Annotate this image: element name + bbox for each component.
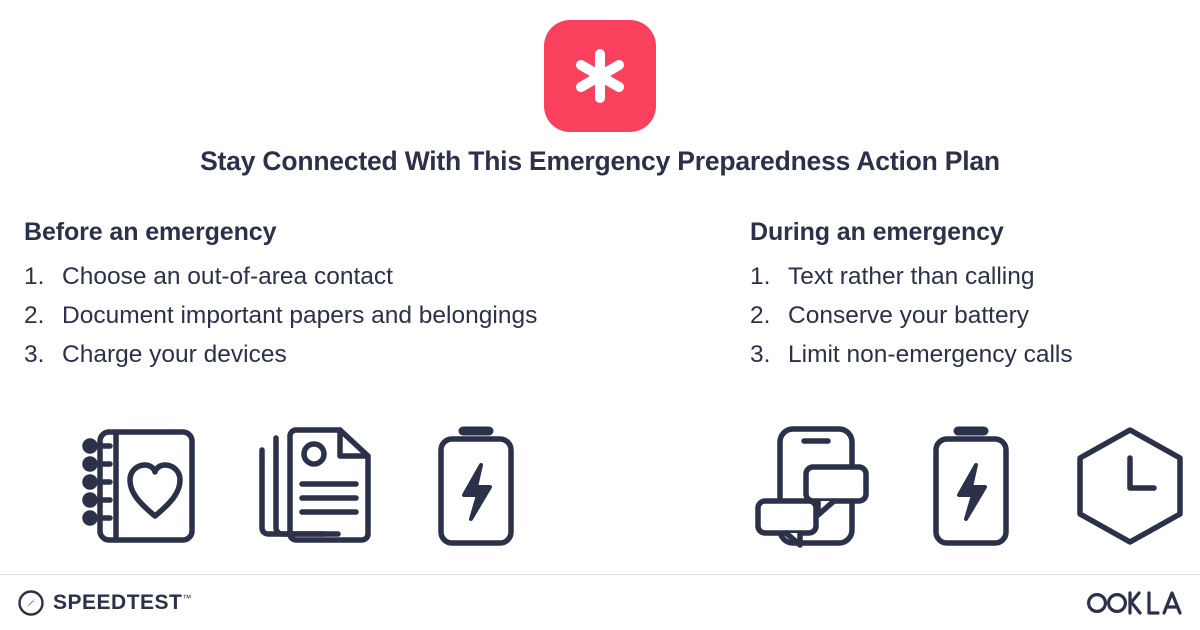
speedtest-app-badge	[544, 20, 656, 132]
ookla-logo	[1086, 591, 1182, 615]
speedtest-gauge-icon	[18, 590, 44, 616]
page-title: Stay Connected With This Emergency Preparedness Action Plan	[200, 146, 1000, 176]
speedtest-label: SPEEDTEST	[53, 590, 183, 614]
battery-charge-icon-svg-2	[928, 423, 1014, 549]
speedtest-trademark: ™	[182, 592, 192, 603]
phone-message-icon-svg	[748, 423, 874, 549]
icon-row-before	[80, 420, 520, 552]
battery-charge-icon	[928, 420, 1014, 552]
list-item: Choose an out-of-area contact	[62, 263, 393, 290]
documents-stack-icon-svg	[254, 424, 378, 548]
footer	[0, 574, 1200, 630]
list-item: Limit non-emergency calls	[788, 341, 1073, 368]
list-item: Charge your devices	[62, 341, 287, 368]
battery-charge-icon	[432, 420, 520, 552]
list-item: Document important papers and belongings	[62, 302, 538, 329]
column-heading-during: During an emergency	[750, 218, 1004, 246]
speedtest-wordmark	[53, 591, 192, 615]
notebook-heart-icon-svg	[80, 424, 200, 548]
steps-list-before	[24, 257, 600, 374]
column-heading-before: Before an emergency	[24, 218, 277, 246]
phone-message-icon	[748, 420, 874, 552]
speedtest-logo	[18, 590, 192, 616]
list-item: Conserve your battery	[788, 302, 1030, 329]
list-item: Text rather than calling	[788, 263, 1035, 290]
column-during-emergency	[600, 218, 1200, 374]
documents-stack-icon	[254, 420, 378, 552]
column-before-emergency	[0, 218, 600, 374]
icon-row-during	[748, 420, 1188, 552]
ookla-wordmark-icon	[1086, 591, 1182, 615]
columns-container	[0, 218, 1200, 374]
badge-container	[0, 20, 1200, 132]
clock-hexagon-icon	[1068, 420, 1192, 552]
notebook-heart-icon	[80, 420, 200, 552]
asterisk-icon	[568, 44, 632, 108]
steps-list-during	[750, 257, 1200, 374]
clock-hexagon-icon-svg	[1068, 424, 1192, 548]
battery-charge-icon-svg	[433, 423, 519, 549]
